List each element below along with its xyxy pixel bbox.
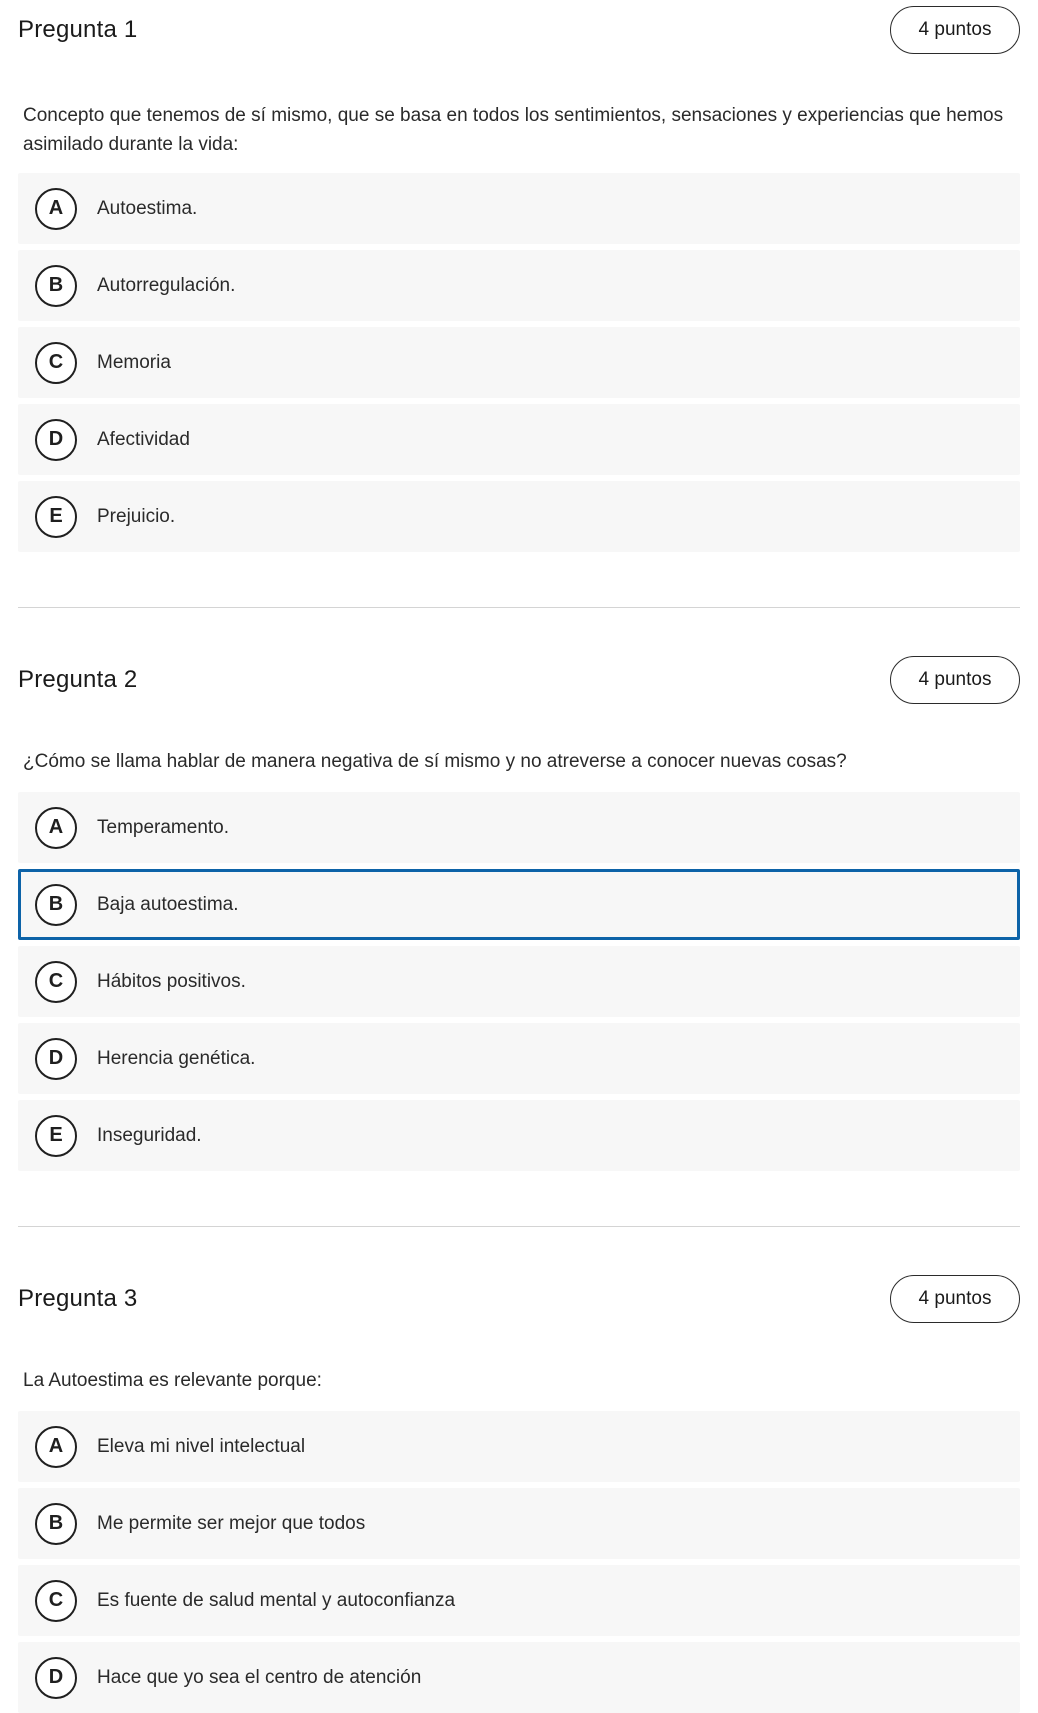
option-letter: E — [35, 496, 77, 538]
option-letter: C — [35, 342, 77, 384]
question-header — [18, 6, 1020, 54]
option-b-selected[interactable] — [18, 869, 1020, 940]
answer-options — [18, 792, 1020, 1171]
option-text: Hábitos positivos. — [97, 970, 246, 992]
option-text: Baja autoestima. — [97, 893, 239, 915]
question-1 — [18, 0, 1020, 552]
option-letter: B — [35, 1503, 77, 1545]
question-text: ¿Cómo se llama hablar de manera negativa de sí mismo y no atreverse a conocer nuevas cosas? — [23, 751, 847, 772]
option-e[interactable] — [18, 1100, 1020, 1171]
points-badge: 4 puntos — [890, 656, 1020, 704]
question-title: Pregunta 1 — [18, 16, 138, 43]
option-text: Temperamento. — [97, 816, 230, 838]
points-badge: 4 puntos — [890, 1275, 1020, 1323]
option-letter: D — [35, 1657, 77, 1699]
option-letter: A — [35, 188, 77, 230]
option-a[interactable] — [18, 173, 1020, 244]
answer-options — [18, 1411, 1020, 1713]
option-letter: C — [35, 1580, 77, 1622]
answer-options — [18, 173, 1020, 552]
option-text: Eleva mi nivel intelectual — [97, 1435, 306, 1457]
option-letter: B — [35, 884, 77, 926]
question-header — [18, 1275, 1020, 1323]
option-text: Afectividad — [97, 428, 190, 450]
question-text: La Autoestima es relevante porque: — [23, 1370, 322, 1391]
option-a[interactable] — [18, 1411, 1020, 1482]
option-d[interactable] — [18, 404, 1020, 475]
question-title: Pregunta 3 — [18, 1285, 138, 1312]
option-b[interactable] — [18, 1488, 1020, 1559]
option-text: Memoria — [97, 351, 171, 373]
question-header — [18, 656, 1020, 704]
option-letter: A — [35, 1426, 77, 1468]
option-text: Autoestima. — [97, 197, 198, 219]
option-a[interactable] — [18, 792, 1020, 863]
option-text: Autorregulación. — [97, 274, 236, 296]
option-text: Me permite ser mejor que todos — [97, 1512, 366, 1534]
option-c[interactable] — [18, 327, 1020, 398]
option-letter: D — [35, 419, 77, 461]
option-letter: E — [35, 1115, 77, 1157]
option-letter: C — [35, 961, 77, 1003]
option-text: Es fuente de salud mental y autoconfianza — [97, 1589, 456, 1611]
question-title: Pregunta 2 — [18, 666, 138, 693]
question-3 — [18, 1227, 1020, 1713]
question-2 — [18, 608, 1020, 1171]
option-letter: B — [35, 265, 77, 307]
option-d[interactable] — [18, 1642, 1020, 1713]
option-c[interactable] — [18, 946, 1020, 1017]
points-badge: 4 puntos — [890, 6, 1020, 54]
option-text: Prejuicio. — [97, 505, 176, 527]
option-letter: A — [35, 807, 77, 849]
option-c[interactable] — [18, 1565, 1020, 1636]
option-text: Inseguridad. — [97, 1124, 202, 1146]
option-letter: D — [35, 1038, 77, 1080]
option-b[interactable] — [18, 250, 1020, 321]
option-text: Herencia genética. — [97, 1047, 256, 1069]
question-text: Concepto que tenemos de sí mismo, que se basa en todos los sentimientos, sensaciones y experiencias que hemos asimilado durante la vida: — [23, 105, 1004, 155]
option-e[interactable] — [18, 481, 1020, 552]
option-text: Hace que yo sea el centro de atención — [97, 1666, 422, 1688]
option-d[interactable] — [18, 1023, 1020, 1094]
